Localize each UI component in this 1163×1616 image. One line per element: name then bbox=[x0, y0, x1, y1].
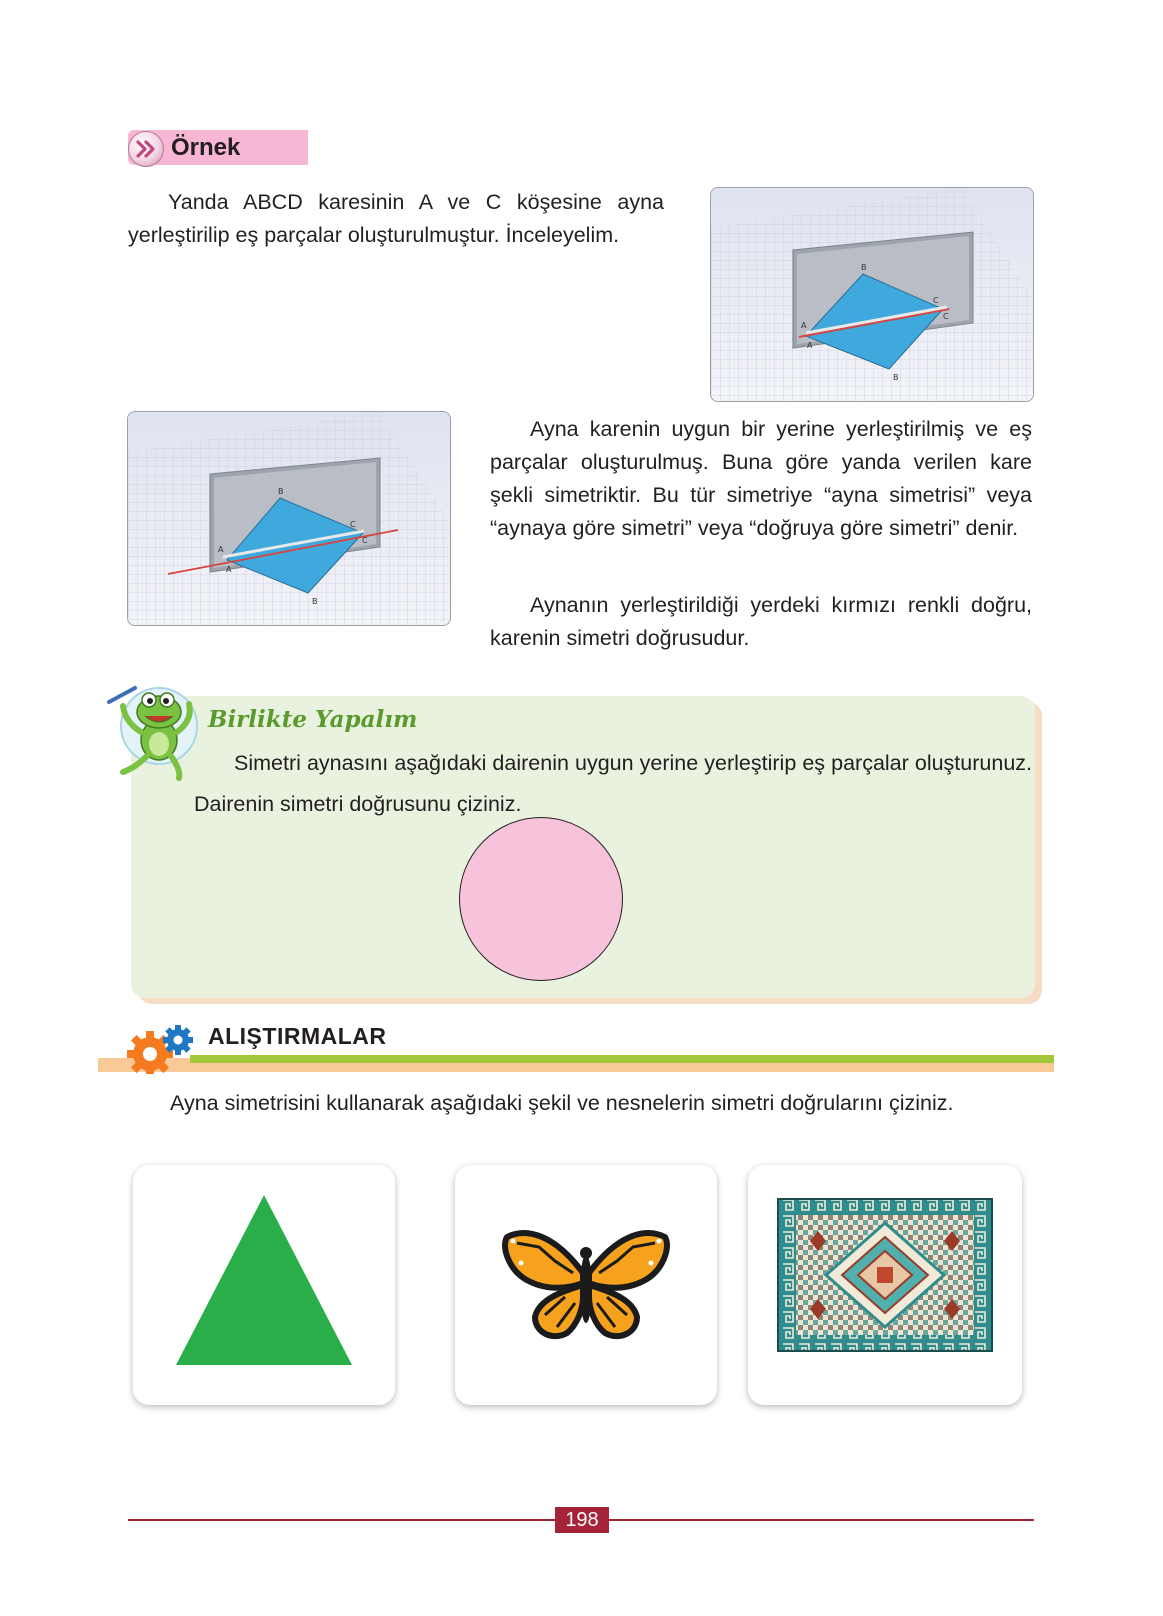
svg-text:C: C bbox=[943, 312, 949, 321]
svg-text:B: B bbox=[312, 597, 318, 606]
svg-text:B: B bbox=[893, 373, 899, 382]
example-title: Örnek bbox=[171, 134, 241, 161]
mirror-square-photo-2 bbox=[127, 411, 451, 626]
svg-text:B: B bbox=[278, 487, 284, 496]
exercise-card-butterfly bbox=[455, 1165, 717, 1405]
butterfly-icon bbox=[455, 1165, 717, 1405]
exercise-card-triangle bbox=[133, 1165, 395, 1405]
svg-text:A: A bbox=[218, 545, 224, 554]
activity-title: Birlikte Yapalım bbox=[208, 706, 418, 733]
example-explanation-1: Ayna karenin uygun bir yerine yerleştirilmiş ve eş parçalar oluşturulmuş. Buna göre yanda verilen kare şekli simetriktir. Bu tür simetriye “ayna simetrisi” veya “aynaya göre simetri” veya “doğruya göre simetri” denir. bbox=[490, 417, 1032, 540]
svg-text:C: C bbox=[362, 536, 368, 545]
exercises-instruction: Ayna simetrisini kullanarak aşağıdaki şekil ve nesnelerin simetri doğrularını çiziniz. bbox=[170, 1091, 954, 1115]
exercise-card-carpet bbox=[748, 1165, 1022, 1405]
carpet-pattern-image bbox=[748, 1165, 1022, 1405]
example-explanation-2: Aynanın yerleştirildiği yerdeki kırmızı renkli doğru, karenin simetri doğrusudur. bbox=[490, 593, 1032, 650]
svg-text:B: B bbox=[861, 263, 867, 272]
svg-text:A: A bbox=[226, 565, 232, 574]
exercises-title: ALIŞTIRMALAR bbox=[208, 1023, 387, 1049]
exercises-header-green-bar bbox=[190, 1055, 1054, 1063]
double-chevron-icon bbox=[128, 131, 164, 167]
pink-circle-shape bbox=[459, 817, 623, 981]
green-triangle-shape bbox=[133, 1165, 395, 1405]
svg-text:C: C bbox=[350, 520, 356, 529]
page-number: 198 bbox=[565, 1509, 599, 1531]
gears-icon bbox=[126, 1024, 200, 1074]
activity-instruction: Simetri aynasını aşağıdaki dairenin uygun yerine yerleştirip eş parçalar oluşturunuz. Dairenin simetri doğrusunu çiziniz. bbox=[194, 751, 1032, 816]
example-intro-text: Yanda ABCD karesinin A ve C köşesine ayna yerleştirilip eş parçalar oluşturulmuştur. İnceleyelim. bbox=[128, 190, 664, 247]
svg-text:A: A bbox=[807, 341, 813, 350]
svg-text:C: C bbox=[933, 296, 939, 305]
svg-text:A: A bbox=[801, 321, 807, 330]
mirror-square-photo-1 bbox=[710, 187, 1034, 402]
